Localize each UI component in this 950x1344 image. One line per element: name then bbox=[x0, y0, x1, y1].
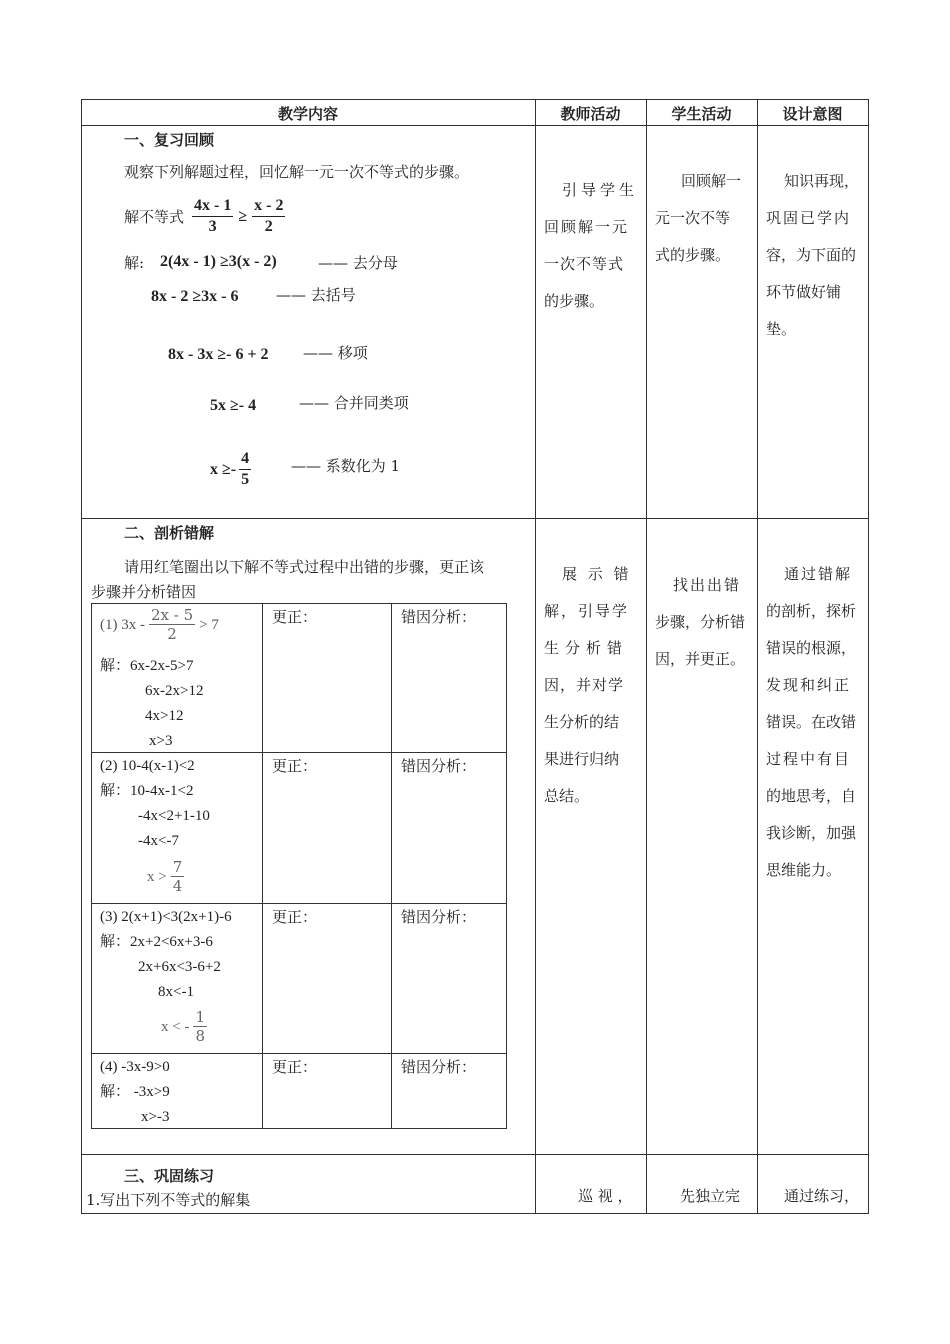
p2-fraction bbox=[171, 858, 185, 895]
p1-denominator: 2 bbox=[167, 625, 177, 643]
analysis-label-1: 错因分析： bbox=[401, 608, 477, 626]
table-left-border bbox=[81, 99, 82, 1214]
p2-last-lhs: x > bbox=[147, 868, 167, 885]
p1-fraction bbox=[149, 606, 195, 643]
teacher-line: 生分析的结 bbox=[544, 713, 620, 731]
correct-label-2: 更正： bbox=[272, 757, 318, 775]
teacher-line: 果进行归纳 bbox=[544, 750, 620, 768]
p3-numerator: 1 bbox=[195, 1008, 206, 1026]
inner-col3 bbox=[391, 603, 392, 1129]
rhs-fraction bbox=[252, 196, 285, 237]
p1-line4: x>3 bbox=[149, 733, 173, 749]
intent-line: 错误。在改错 bbox=[766, 713, 857, 731]
lhs-fraction bbox=[192, 196, 233, 237]
inner-table-left bbox=[91, 603, 92, 1129]
intent-line: 垫。 bbox=[766, 320, 797, 338]
problem-1 bbox=[100, 606, 219, 643]
lhs-numerator: 4x - 1 bbox=[192, 196, 233, 217]
section1-teacher bbox=[544, 172, 640, 320]
step5-note: —— 系数化为 1 bbox=[291, 457, 401, 475]
analysis-label-3: 错因分析： bbox=[401, 908, 477, 926]
step3: 8x - 3x ≥- 6 + 2 bbox=[168, 346, 269, 363]
section2-bottom-border bbox=[81, 1154, 869, 1155]
p1-line2: 6x-2x>12 bbox=[145, 683, 204, 699]
col2-border bbox=[535, 99, 536, 1214]
section3-title: 三、巩固练习 bbox=[124, 1167, 215, 1185]
p4-line2: x>-3 bbox=[141, 1109, 170, 1125]
inner-row3-bottom bbox=[91, 1053, 507, 1054]
lhs-denominator: 3 bbox=[208, 218, 217, 235]
p3-line3: 8x<-1 bbox=[158, 984, 194, 1000]
p3-line2: 2x+6x<3-6+2 bbox=[138, 959, 221, 975]
student-line: 回顾解一 bbox=[681, 172, 742, 190]
solve-label: 解: bbox=[124, 254, 145, 272]
header-teacher: 教师活动 bbox=[560, 105, 621, 123]
teacher-line: 一次不等式 bbox=[544, 255, 625, 273]
section2-teacher bbox=[544, 556, 640, 815]
table-top-border bbox=[81, 99, 869, 100]
p2-line1: 解：10-4x-1<2 bbox=[100, 783, 194, 799]
student-line: 步骤，分析错 bbox=[655, 613, 746, 631]
teacher-line: 总结。 bbox=[544, 787, 590, 805]
p3-last-lhs: x < - bbox=[161, 1018, 190, 1035]
p3-fraction bbox=[193, 1008, 207, 1045]
teacher-line: 因，并对学 bbox=[544, 676, 625, 694]
p1-head: (1) 3x - bbox=[100, 616, 145, 633]
intent-line: 错误的根源， bbox=[766, 639, 857, 657]
step3-note: —— 移项 bbox=[303, 344, 368, 362]
col4-border bbox=[757, 99, 758, 1214]
correct-label-1: 更正： bbox=[272, 608, 318, 626]
inner-table-top bbox=[91, 603, 507, 604]
section3-line1: 1.写出下列不等式的解集 bbox=[86, 1191, 251, 1209]
p1-numerator: 2x - 5 bbox=[151, 606, 194, 624]
inner-table-right bbox=[506, 603, 507, 1129]
step5-lhs: x ≥- bbox=[210, 460, 237, 478]
step2: 8x - 2 ≥3x - 6 bbox=[151, 288, 239, 305]
correct-label-3: 更正： bbox=[272, 908, 318, 926]
inner-row1-bottom bbox=[91, 752, 507, 753]
section2-title: 二、剖析错解 bbox=[124, 524, 215, 542]
step4: 5x ≥- 4 bbox=[210, 397, 257, 414]
student-line: 元一次不等 bbox=[655, 209, 731, 227]
table-right-border bbox=[868, 99, 869, 1214]
section3-student: 先独立完 bbox=[680, 1187, 741, 1205]
p3-last bbox=[161, 1008, 207, 1045]
section1-bottom-border bbox=[81, 518, 869, 519]
section1-intro: 观察下列解题过程，回忆解一元一次不等式的步骤。 bbox=[124, 163, 470, 181]
section2-intro-1: 请用红笔圈出以下解不等式过程中出错的步骤，更正该 bbox=[124, 558, 485, 576]
intent-line: 过程中有目 bbox=[766, 750, 852, 768]
step1: 2(4x - 1) ≥3(x - 2) bbox=[160, 253, 277, 270]
step1-note: —— 去分母 bbox=[318, 254, 398, 272]
student-line: 找出出错 bbox=[673, 576, 742, 594]
p1-tail: > 7 bbox=[199, 616, 219, 633]
p2-numerator: 7 bbox=[172, 858, 183, 876]
problem-label: 解不等式 bbox=[124, 207, 185, 226]
intent-line: 通过错解 bbox=[784, 565, 853, 583]
inner-col2 bbox=[262, 603, 263, 1129]
intent-line: 发现和纠正 bbox=[766, 676, 852, 694]
p3-line1: 解：2x+2<6x+3-6 bbox=[100, 934, 213, 950]
rhs-denominator: 2 bbox=[264, 218, 273, 235]
inner-row2-bottom bbox=[91, 903, 507, 904]
header-intent: 设计意图 bbox=[782, 105, 843, 123]
section2-intro-2: 步骤并分析错因 bbox=[91, 583, 197, 601]
intent-line: 巩固已学内 bbox=[766, 209, 852, 227]
p2-denominator: 4 bbox=[172, 877, 183, 895]
p1-line1: 解：6x-2x-5>7 bbox=[100, 658, 194, 674]
step2-note: —— 去括号 bbox=[276, 286, 356, 304]
intent-line: 的剖析，探析 bbox=[766, 602, 857, 620]
section1-intent bbox=[766, 163, 866, 348]
section3-teacher: 巡 视 ， bbox=[578, 1187, 633, 1205]
step5-numerator: 4 bbox=[239, 449, 251, 470]
intent-line: 环节做好铺 bbox=[766, 283, 842, 301]
header-bottom-border bbox=[81, 125, 869, 126]
teacher-line: 回顾解一元 bbox=[544, 218, 630, 236]
p2-last bbox=[147, 858, 184, 895]
correct-label-4: 更正： bbox=[272, 1058, 318, 1076]
intent-line: 的地思考，自 bbox=[766, 787, 857, 805]
p4-line1: 解： -3x>9 bbox=[100, 1084, 170, 1100]
section2-intent bbox=[766, 556, 866, 889]
intent-line: 知识再现， bbox=[784, 172, 860, 190]
step5 bbox=[210, 449, 254, 490]
table-bottom-border bbox=[81, 1213, 869, 1214]
p2-line3: -4x<-7 bbox=[138, 833, 179, 849]
header-student: 学生活动 bbox=[671, 105, 732, 123]
section3-intent: 通过练习， bbox=[784, 1187, 860, 1205]
p4-head: (4) -3x-9>0 bbox=[100, 1059, 170, 1075]
teacher-line: 引导学生 bbox=[562, 181, 639, 199]
step5-fraction bbox=[239, 449, 251, 490]
intent-line: 思维能力。 bbox=[766, 861, 842, 879]
teacher-line: 解，引导学 bbox=[544, 602, 630, 620]
student-line: 式的步骤。 bbox=[655, 246, 731, 264]
analysis-label-4: 错因分析： bbox=[401, 1058, 477, 1076]
p2-line2: -4x<2+1-10 bbox=[138, 808, 210, 824]
inner-table-bottom bbox=[91, 1128, 507, 1129]
header-content: 教学内容 bbox=[277, 105, 338, 123]
p2-head: (2) 10-4(x-1)<2 bbox=[100, 758, 195, 774]
p3-denominator: 8 bbox=[195, 1027, 206, 1045]
intent-line: 容，为下面的 bbox=[766, 246, 857, 264]
teacher-line: 生分析错 bbox=[544, 639, 629, 657]
section1-title: 一、复习回顾 bbox=[124, 131, 215, 149]
teacher-line: 展 示 错 bbox=[562, 565, 632, 583]
step5-denominator: 5 bbox=[241, 471, 250, 488]
relation-sign: ≥ bbox=[238, 207, 248, 225]
student-line: 因，并更正。 bbox=[655, 650, 746, 668]
intent-line: 我诊断，加强 bbox=[766, 824, 857, 842]
section2-student bbox=[655, 567, 755, 678]
rhs-numerator: x - 2 bbox=[252, 196, 285, 217]
p1-line3: 4x>12 bbox=[145, 708, 184, 724]
col3-border bbox=[646, 99, 647, 1214]
step4-note: —— 合并同类项 bbox=[299, 394, 409, 412]
analysis-label-2: 错因分析： bbox=[401, 757, 477, 775]
p3-head: (3) 2(x+1)<3(2x+1)-6 bbox=[100, 909, 232, 925]
teacher-line: 的步骤。 bbox=[544, 292, 605, 310]
section1-problem bbox=[124, 196, 288, 237]
section1-student bbox=[655, 163, 755, 274]
